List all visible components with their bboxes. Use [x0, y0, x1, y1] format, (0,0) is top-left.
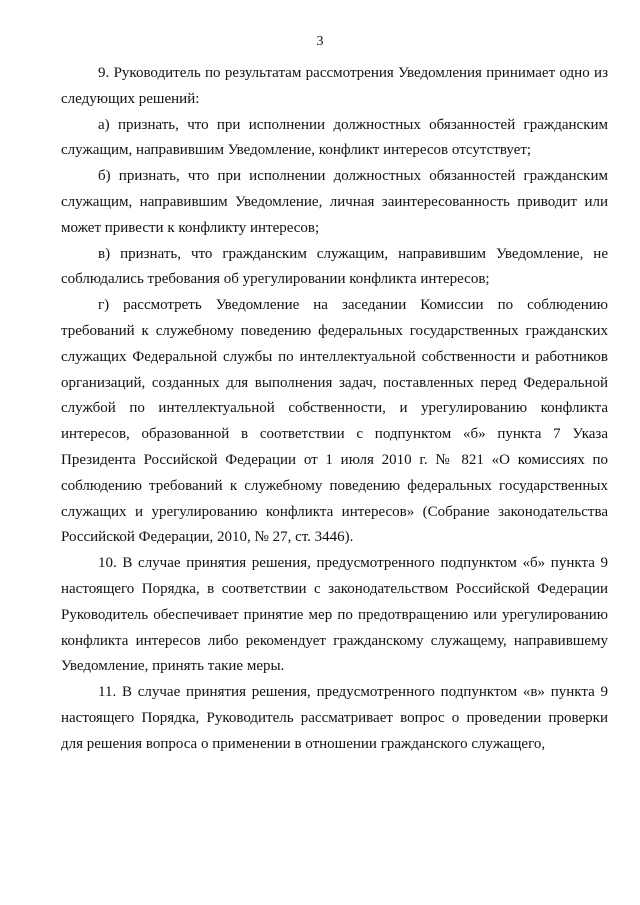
paragraph-9: 9. Руководитель по результатам рассмотрения Уведомления принимает одно из следующих решений:	[61, 65, 608, 107]
document-body	[61, 61, 608, 758]
paragraph-9-b: б) признать, что при исполнении должностных обязанностей гражданским служащим, направившим Уведомление, личная заинтересованность приводит или может привести к конфликту интересов;	[61, 168, 608, 236]
paragraph-10: 10. В случае принятия решения, предусмотренного подпунктом «б» пункта 9 настоящего Порядка, в соответствии с законодательством Российской Федерации Руководитель обеспечивает принятие мер по предотвращению или урегулированию конфликта интересов либо рекомендует гражданскому служащему, направившему Уведомление, принять такие меры.	[61, 555, 608, 675]
paragraph-11: 11. В случае принятия решения, предусмотренного подпунктом «в» пункта 9 настоящего Порядка, Руководитель рассматривает вопрос о проведении проверки для решения вопроса о применении в отношении гражданского служащего,	[61, 684, 608, 752]
page-number: 3	[316, 34, 324, 49]
paragraph-9-a: а) признать, что при исполнении должностных обязанностей гражданским служащим, направившим Уведомление, конфликт интересов отсутствует;	[61, 116, 608, 159]
paragraph-9-g: г) рассмотреть Уведомление на заседании Комиссии по соблюдению требований к служебному поведению федеральных государственных гражданских служащих Федеральной службы по интеллектуальной собственности и работников организаций, созданных для выполнения задач, поставленных перед Федеральной службой по интеллектуальной собственности, и урегулированию конфликта интересов, образованной в соответствии с подпунктом «б» пункта 7 Указа Президента Российской Федерации от 1 июля 2010 г. № 821 «О комиссиях по соблюдению требований к служебному поведению федеральных государственных служащих и урегулированию конфликта интересов» (Собрание законодательства Российской Федерации, 2010, № 27, ст. 3446).	[61, 297, 608, 546]
paragraph-9-v: в) признать, что гражданским служащим, направившим Уведомление, не соблюдались требования об урегулировании конфликта интересов;	[61, 245, 608, 288]
